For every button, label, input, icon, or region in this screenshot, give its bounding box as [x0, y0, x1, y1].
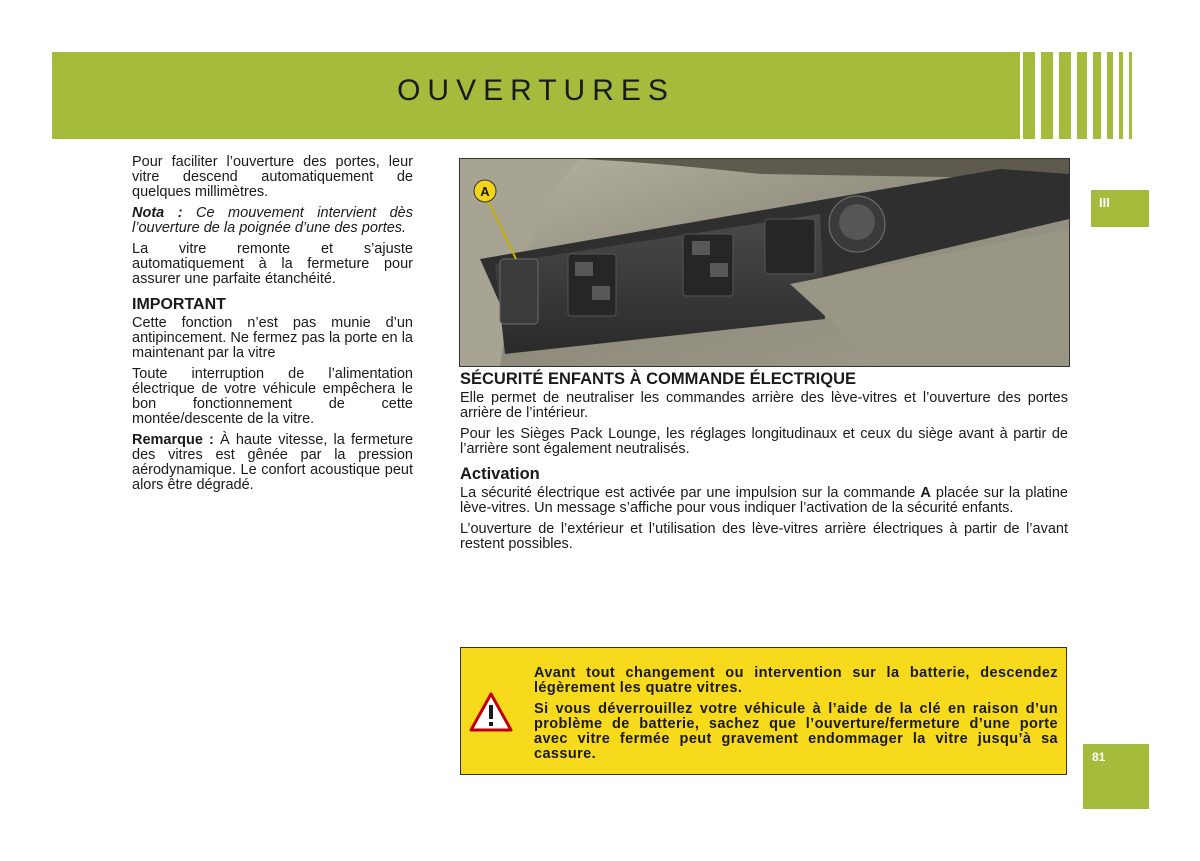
chapter-header [52, 52, 1020, 139]
activation-text-1: La sécurité électrique est activée par une impulsion sur la commande [460, 485, 921, 501]
chapter-tab [1091, 190, 1149, 227]
right-column [460, 372, 1068, 558]
paragraph: L’ouverture de l’extérieur et l’utilisation des lève-vitres arrière électriques à partir de l’avant restent possibles. [460, 521, 1068, 552]
important-heading: IMPORTANT [132, 296, 226, 313]
door-panel-illustration [460, 159, 1069, 366]
header-stripe [1023, 52, 1035, 139]
callout-a-label: A [480, 184, 490, 199]
child-lock-switch [500, 259, 538, 324]
nota-paragraph [132, 206, 413, 236]
nota-text: Ce mouvement intervient dès l’ouverture de la poignée d’une des portes. [132, 205, 413, 236]
warning-triangle-icon [469, 692, 513, 732]
page-number: 81 [1092, 750, 1106, 764]
paragraph: La vitre remonte et s’ajuste automatiquement à la fermeture pour assurer une parfaite étanchéité. [132, 241, 413, 287]
warning-box [460, 647, 1067, 775]
header-stripe [1107, 52, 1113, 139]
chapter-title: OUVERTURES [397, 74, 675, 107]
activation-text-2: placée sur la platine lève-vitres. Un message s’affiche pour vous indiquer l’activation de la sécurité enfants. [460, 485, 1068, 516]
page-number-block [1083, 744, 1149, 809]
paragraph: Elle permet de neutraliser les commandes arrière des lève-vitres et l’ouverture des portes arrière de l’intérieur. [460, 390, 1068, 421]
paragraph: Pour faciliter l’ouverture des portes, leur vitre descend automatiquement de quelques millimètres. [132, 154, 413, 200]
window-switch-panel-photo [459, 158, 1070, 367]
warning-paragraph: Avant tout changement ou intervention sur la batterie, descendez légèrement les quatre vitres. [534, 665, 1058, 696]
header-stripe [1059, 52, 1071, 139]
left-column [132, 155, 413, 499]
section-heading: SÉCURITÉ ENFANTS À COMMANDE ÉLECTRIQUE [460, 370, 857, 388]
chapter-tab-label: III [1099, 195, 1110, 210]
header-stripe [1041, 52, 1053, 139]
paragraph: Pour les Sièges Pack Lounge, les réglages longitudinaux et ceux du siège avant à partir de l’arrière sont également neutralisés. [460, 426, 1068, 457]
activation-heading: Activation [460, 465, 540, 483]
header-stripe [1077, 52, 1087, 139]
nota-lead: Nota : [132, 205, 183, 221]
header-stripe [1093, 52, 1101, 139]
remarque-paragraph [132, 433, 413, 493]
header-stripe [1129, 52, 1132, 139]
activation-control-label: A [920, 485, 931, 501]
remarque-lead: Remarque : [132, 432, 214, 448]
activation-paragraph [460, 486, 1068, 516]
remarque-text: À haute vitesse, la fermeture des vitres est gênée par la pression aérodynamique. Le confort acoustique peut alors être dégradé. [132, 432, 414, 493]
header-stripe [1119, 52, 1123, 139]
paragraph: Toute interruption de l’alimentation électrique de votre véhicule empêchera le bon fonctionnement de cette montée/descente de la vitre. [132, 366, 413, 427]
paragraph: Cette fonction n’est pas munie d’un antipincement. Ne fermez pas la porte en la maintenant par la vitre [132, 315, 413, 361]
warning-paragraph: Si vous déverrouillez votre véhicule à l’aide de la clé en raison d’un problème de batterie, sachez que l’ouverture/fermeture d’une porte avec vitre fermée peut gravement endommager la vitre jusqu’à sa cassure. [534, 701, 1058, 762]
warning-text [534, 666, 1058, 768]
